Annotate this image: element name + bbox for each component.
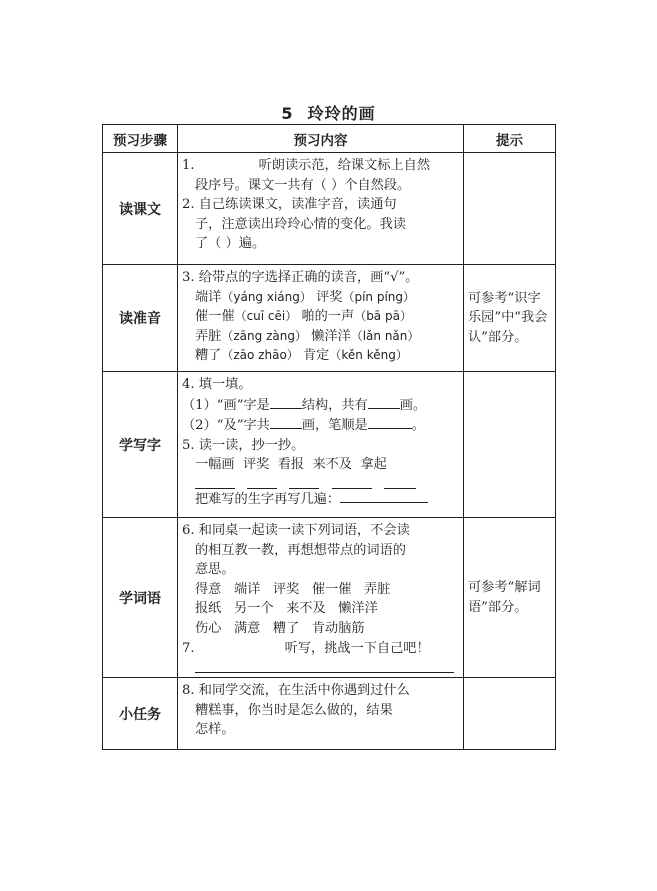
header-content: 预习内容 [178, 125, 464, 153]
q2-b: 画，笔顺是 [301, 418, 368, 434]
row-words [103, 518, 556, 678]
vocab-1: 得意 [195, 581, 222, 597]
dictation-line[interactable] [195, 658, 454, 673]
word-pingjiang: 评奖 [316, 289, 343, 305]
item-6-text-cont: 的相互教一教，再想想带点的词语的 [195, 542, 406, 558]
content-write [178, 372, 464, 518]
copy-blank-3[interactable] [289, 475, 319, 489]
pinyin-1: （yáng xiáng） [221, 289, 312, 304]
item-8-text: 8. 和同学交流，在生活中你遇到过什么 [182, 683, 410, 699]
vocab-13: 肯动脑筋 [311, 620, 365, 636]
vocab-5: 弄脏 [364, 581, 391, 597]
copy-blank-1[interactable] [195, 475, 235, 489]
header-tip: 提示 [464, 125, 556, 153]
content-task [178, 678, 464, 750]
vocab-2: 端详 [233, 581, 261, 597]
pinyin-3: （cuī cēi） [234, 309, 298, 324]
q1-c: 画。 [399, 397, 427, 413]
pinyin-4: （bā pā） [354, 309, 412, 324]
content-words [178, 518, 464, 678]
word-duanxiang: 端详 [195, 289, 222, 305]
word-nongzang: 弄脏 [195, 328, 222, 344]
tip-read-text [464, 153, 556, 265]
step-read-text: 读课文 [103, 153, 178, 265]
item-6-text: 6. 和同桌一起读一读下列词语，不会读 [182, 523, 410, 538]
rewrite-prompt: 把难写的生字再写几遍： [195, 491, 341, 507]
item-number-1: 1. [182, 158, 195, 173]
item-3-text: 3. 给带点的字选择正确的读音，画“√”。 [182, 270, 419, 285]
pinyin-6: （lǎn nǎn） [350, 328, 420, 343]
item-4-text: 4. 填一填。 [182, 377, 252, 392]
word-kending: 肯定 [303, 348, 330, 364]
step-task: 小任务 [103, 678, 178, 750]
step-words: 学词语 [103, 518, 178, 678]
page-title [0, 101, 657, 124]
item-2-text-cont: 子，注意读出玲玲心情的变化。我读 [195, 216, 406, 232]
item-1-text: 听朗读示范，给课文标上自然 [258, 158, 431, 173]
pinyin-8: （kěn kěng） [329, 348, 408, 363]
preview-table [102, 124, 556, 750]
item-2-text-end: 了（ ）遍。 [195, 236, 266, 252]
row-write [103, 372, 556, 518]
copy-blank-2[interactable] [247, 475, 277, 489]
word-cuiyicui: 催一催 [195, 309, 235, 325]
blank-stroke-count-1[interactable] [368, 395, 400, 409]
tip-task [464, 678, 556, 750]
content-read-pron [178, 265, 464, 372]
header-step: 预习步骤 [103, 125, 178, 153]
step-write: 学写字 [103, 372, 178, 518]
lesson-title: 玲玲的画 [307, 104, 376, 123]
vocab-8: 来不及 [286, 601, 326, 617]
item-6-text-end: 意思。 [195, 562, 235, 578]
tip-words: 可参考“解词语”部分。 [464, 518, 556, 678]
item-8-text-end: 怎样。 [195, 722, 235, 738]
item-8-text-cont: 糟糕事，你当时是怎么做的，结果 [195, 702, 393, 718]
vocab-9: 懒洋洋 [338, 601, 378, 617]
copy-word-3: 看报 [277, 457, 305, 473]
pinyin-7: （zāo zhāo） [221, 348, 299, 363]
content-read-text [178, 153, 464, 265]
copy-blank-4[interactable] [332, 475, 372, 489]
vocab-4: 催一催 [311, 581, 352, 597]
q2-a: （2）“及”字共 [182, 418, 270, 434]
copy-word-1: 一幅画 [195, 457, 235, 473]
copy-word-4: 来不及 [312, 457, 353, 473]
vocab-3: 评奖 [272, 581, 300, 597]
word-zaole: 糟了 [195, 348, 222, 364]
item-2-text: 2. 自己练读课文，读准字音，读通句 [182, 197, 397, 213]
blank-structure[interactable] [270, 395, 302, 409]
row-task [103, 678, 556, 750]
vocab-11: 满意 [233, 620, 261, 636]
word-lanyangyang: 懒洋洋 [311, 328, 351, 344]
tip-read-pron: 可参考“识字乐园”中“我会认”部分。 [464, 265, 556, 372]
copy-word-2: 评奖 [242, 457, 270, 473]
row-read-text [103, 153, 556, 265]
item-1-text-cont: 段序号。课文一共有（ ）个自然段。 [195, 177, 411, 193]
q1-a: （1）“画”字是 [182, 397, 270, 413]
step-read-pron: 读准音 [103, 265, 178, 372]
item-7-text: 听写，挑战一下自己吧！ [284, 640, 430, 656]
word-padeyisheng: 啪的一声 [301, 309, 355, 325]
item-5-text: 5. 读一读，抄一抄。 [182, 437, 305, 453]
row-read-pron [103, 265, 556, 372]
copy-word-5: 拿起 [360, 457, 387, 473]
vocab-10: 伤心 [195, 620, 222, 636]
tip-write [464, 372, 556, 518]
vocab-6: 报纸 [195, 601, 222, 617]
copy-blank-5[interactable] [384, 475, 416, 489]
pinyin-2: （pín píng） [342, 289, 416, 304]
q1-b: 结构，共有 [301, 397, 368, 413]
blank-stroke-count-2[interactable] [270, 415, 302, 429]
blank-stroke-order[interactable] [368, 415, 412, 429]
item-number-7: 7. [182, 640, 195, 656]
copy-blanks [182, 475, 460, 489]
vocab-7: 另一个 [233, 601, 274, 617]
lesson-number: 5 [281, 104, 294, 123]
header-row [103, 125, 556, 153]
pinyin-5: （zāng zàng） [221, 328, 307, 343]
vocab-12: 糟了 [272, 620, 300, 636]
blank-rewrite[interactable] [340, 489, 428, 503]
q2-c: 。 [411, 418, 425, 434]
